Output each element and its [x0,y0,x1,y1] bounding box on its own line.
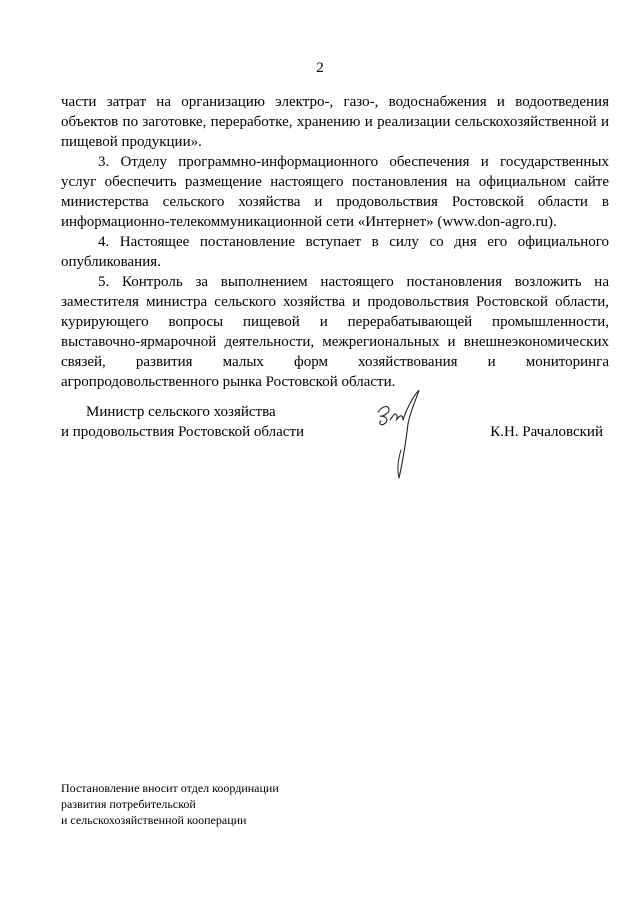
paragraph-3: 3. Отделу программно-информационного обеспечения и государственных услуг обеспечить размещение настоящего постановления на официальном сайте министерства сельского хозяйства и продовольствия Ростовской области в информационно-телекоммуникационной сети «Интернет» (www.don-agro.ru). [61,154,609,230]
page-number: 2 [316,60,324,76]
paragraph-continuation: части затрат на организацию электро-, газо-, водоснабжения и водоотведения объектов по заготовке, переработке, хранению и реализации сельскохозяйственной и пищевой продукции». [61,94,609,150]
signer-position-line2: и продовольствия Ростовской области [61,424,305,440]
paragraph-5: 5. Контроль за выполнением настоящего постановления возложить на заместителя министра сельского хозяйства и продовольствия Ростовской области, курирующего вопросы пищевой и перерабатывающей промышленности, выставочно-ярмарочной деятельности, межрегиональных и внешнеэкономических связей, развития малых форм хозяйствования и мониторинга агропродовольственного рынка Ростовской области. [61,274,609,390]
handwritten-signature [372,390,432,490]
footer-note-line3: и сельскохозяйственной кооперации [61,813,247,827]
footer-note [61,780,279,828]
signer-position [61,402,304,442]
signer-position-line1: Министр сельского хозяйства [86,404,276,420]
footer-note-line1: Постановление вносит отдел координации [61,781,279,795]
footer-note-line2: развития потребительской [61,797,196,811]
signer-name: К.Н. Рачаловский [490,424,603,440]
document-body [61,92,609,392]
paragraph-4: 4. Настоящее постановление вступает в силу со дня его официального опубликования. [61,234,609,270]
signature-block [61,402,609,492]
